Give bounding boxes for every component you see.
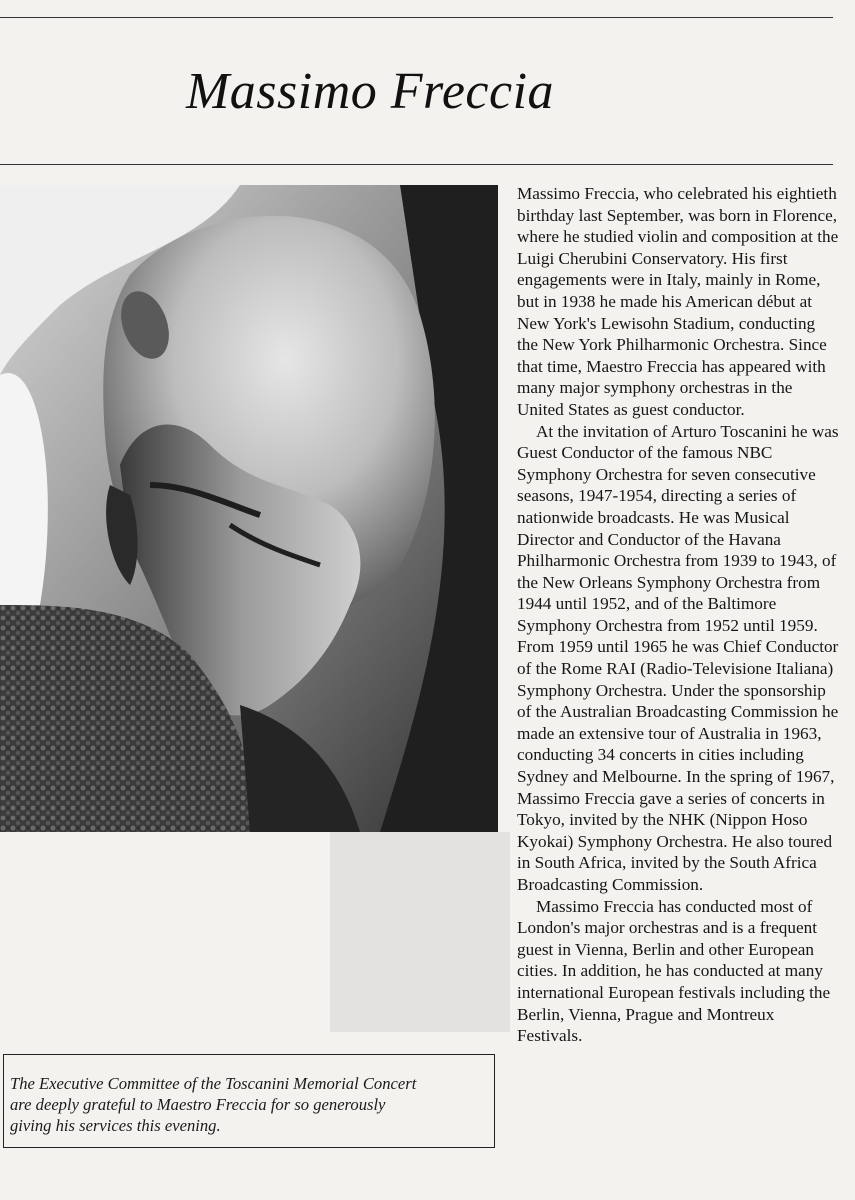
acknowledgement-line: are deeply grateful to Maestro Freccia for so generously — [10, 1095, 386, 1114]
title-rule — [0, 164, 833, 165]
biography-paragraph: Massimo Freccia, who celebrated his eightieth birthday last September, was born in Florence, where he studied violin and composition at the Luigi Cherubini Conservatory. His first engagements were in Italy, mainly in Rome, but in 1938 he made his American début at New York's Lewisohn Stadium, conducting the New York Philharmonic Orchestra. Since that time, Maestro Freccia has appeared with many major symphony orchestras in the United States as guest conductor. — [517, 184, 839, 419]
biography-paragraph: At the invitation of Arturo Toscanini he was Guest Conductor of the famous NBC Symphony Orchestra for seven consecutive seasons, 1947-1954, directing a series of nationwide broadcasts. He was Musical Director and Conductor of the Havana Philharmonic Orchestra from 1939 to 1943, of the New Orleans Symphony Orchestra from 1944 until 1952, and of the Baltimore Symphony Orchestra from 1952 until 1959. From 1959 until 1965 he was Chief Conductor of the Rome RAI (Radio-Televisione Italiana) Symphony Orchestra. Under the sponsorship of the Australian Broadcasting Commission he made an extensive tour of Australia in 1963, conducting 34 concerts in cities including Sydney and Melbourne. In the spring of 1967, Massimo Freccia gave a series of concerts in Tokyo, invited by the NHK (Nippon Hoso Kyokai) Symphony Orchestra. He also toured in South Africa, invited by the South Africa Broadcasting Commission. — [517, 421, 839, 894]
biography-paragraph: Massimo Freccia has conducted most of London's major orchestras and is a frequent guest in Vienna, Berlin and other European cities. In addition, he has conducted at many international European festivals including the Berlin, Vienna, Prague and Montreux Festivals. — [517, 896, 831, 1046]
biography-text — [517, 183, 839, 1047]
page-title: Massimo Freccia — [185, 63, 555, 120]
top-rule — [0, 17, 833, 18]
acknowledgement-line: The Executive Committee of the Toscanini Memorial Concert — [10, 1074, 417, 1093]
acknowledgement-box — [3, 1054, 495, 1148]
bleed-through-shadow — [330, 832, 510, 1032]
conductor-portrait-photo — [0, 185, 498, 832]
acknowledgement-line: giving his services this evening. — [10, 1116, 221, 1135]
